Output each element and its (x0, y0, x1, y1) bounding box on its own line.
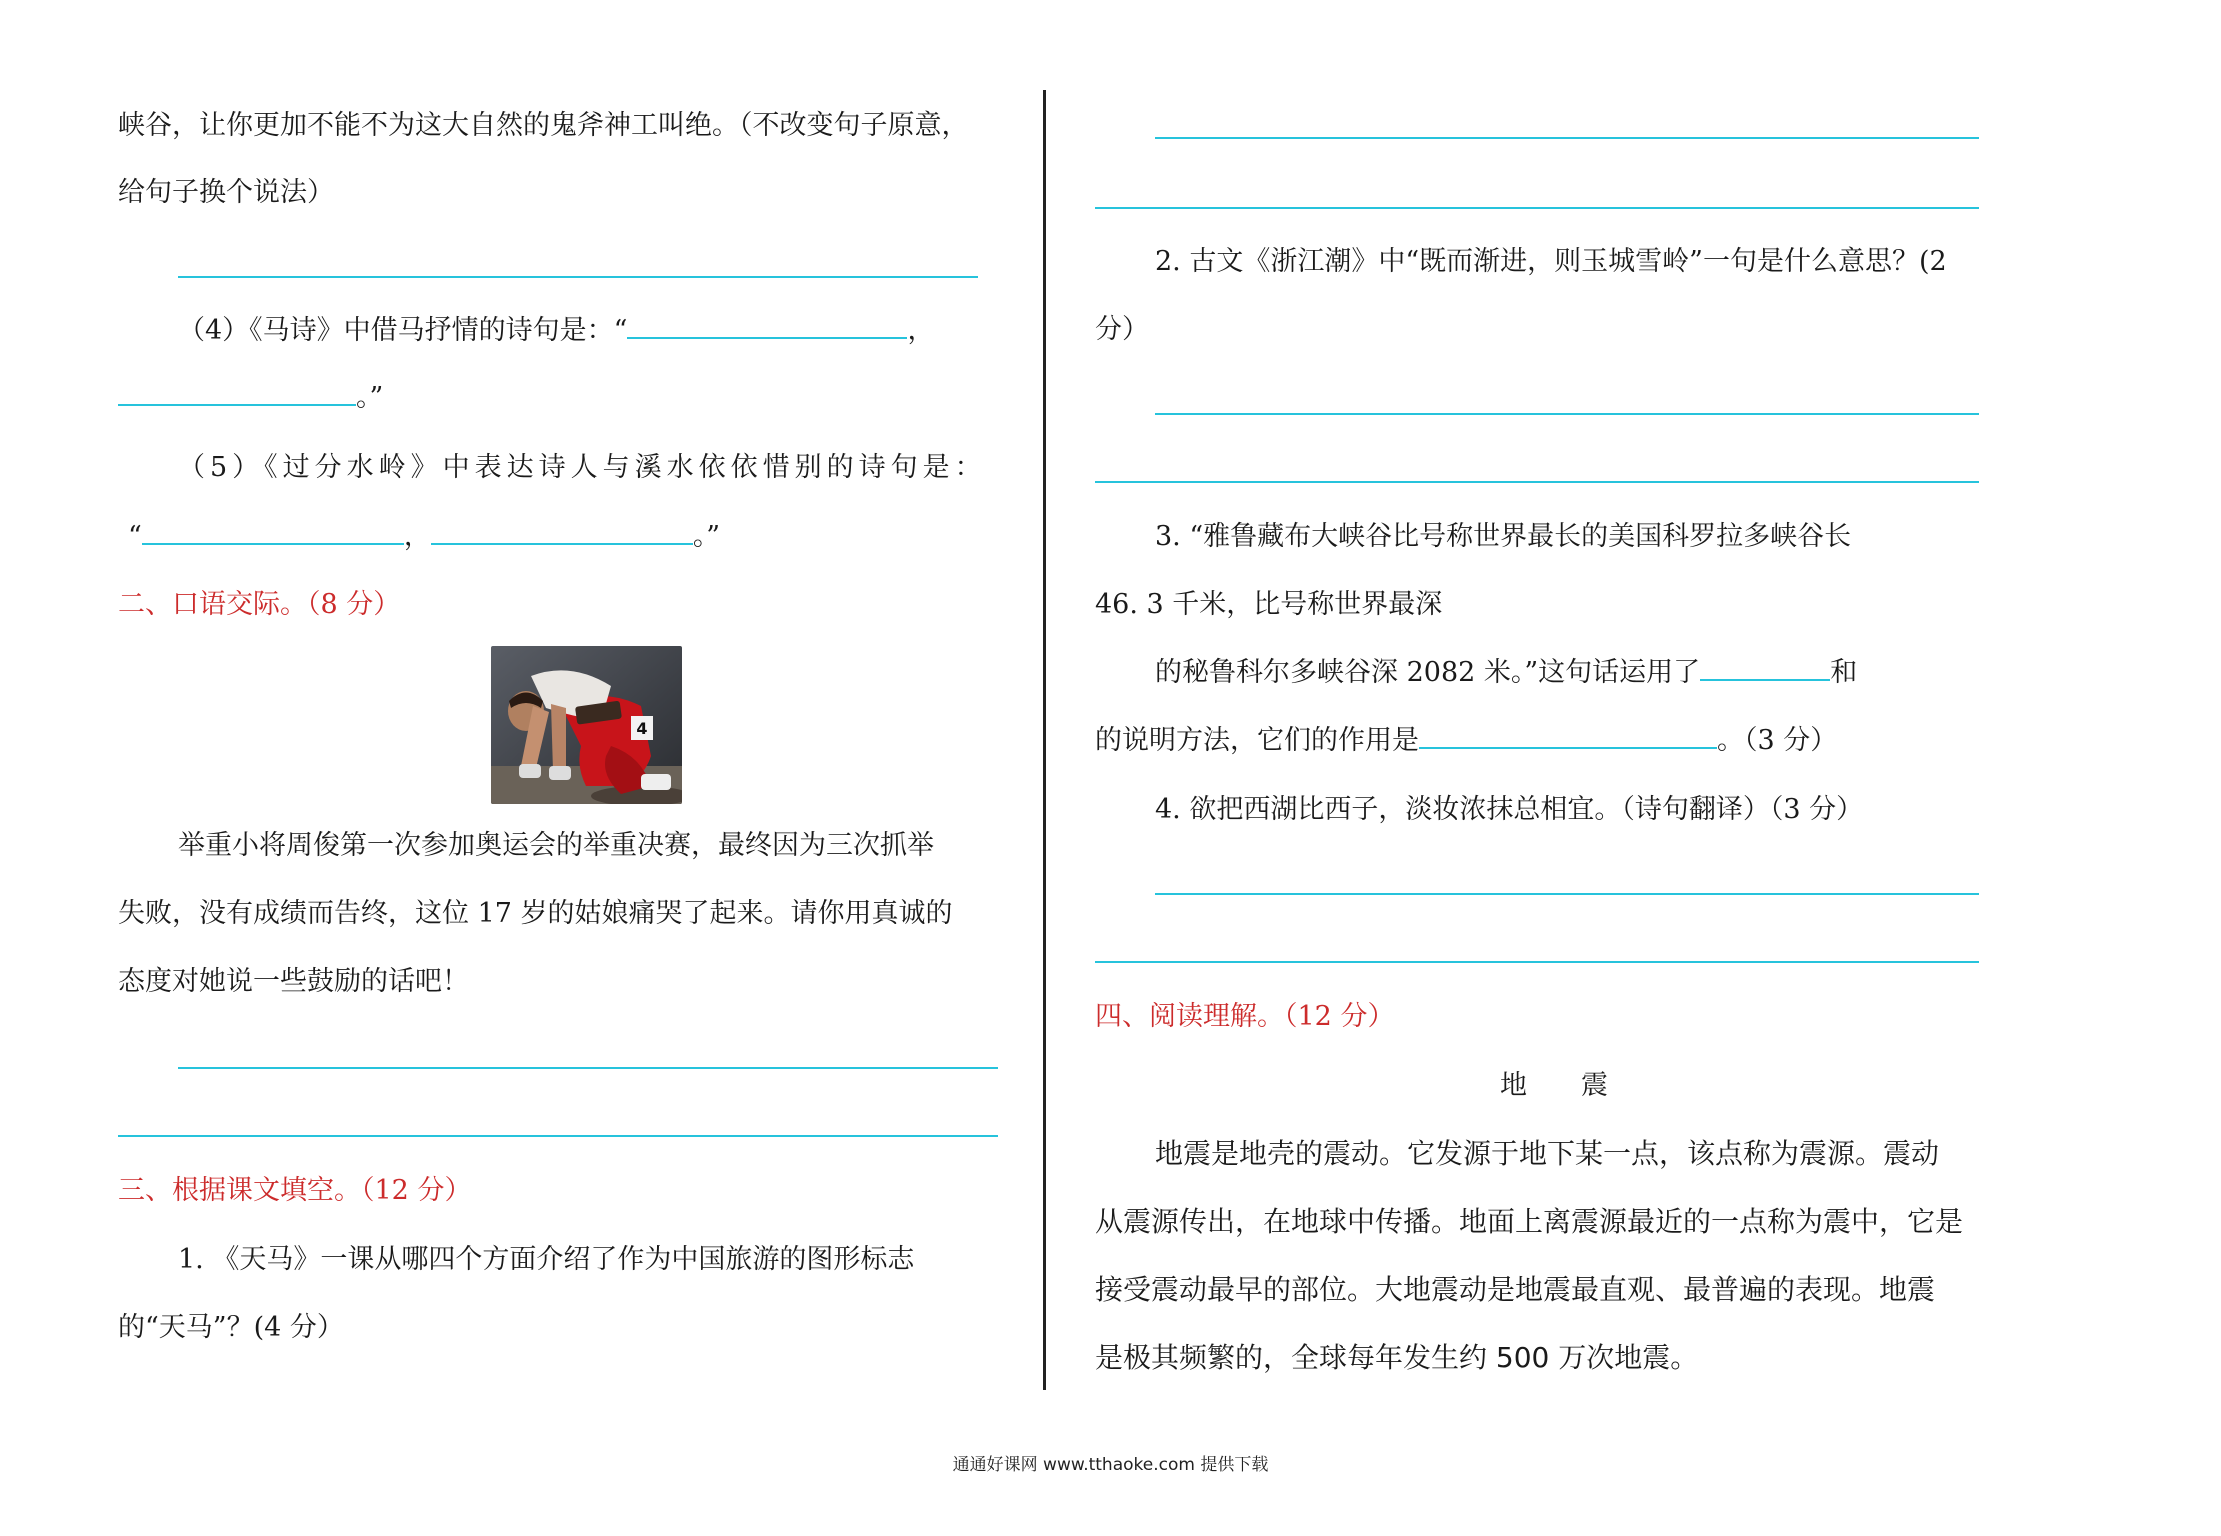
blank[interactable] (1419, 723, 1717, 749)
answer-line[interactable] (1155, 413, 1979, 415)
paragraph: 态度对她说一些鼓励的话吧！ (118, 966, 469, 997)
blank[interactable] (431, 519, 693, 545)
answer-line[interactable] (178, 1067, 998, 1069)
question-4-cont: 。” (118, 378, 383, 418)
answer-line[interactable] (118, 1135, 998, 1137)
answer-line[interactable] (1095, 207, 1979, 209)
answer-line[interactable] (1155, 137, 1979, 139)
weightlifter-photo (491, 646, 682, 804)
column-divider (1043, 90, 1046, 1390)
question-text: 2. 古文《浙江潮》中“既而渐进，则玉城雪岭”一句是什么意思？(2 (1155, 246, 1947, 277)
passage-text: 地震是地壳的震动。它发源于地下某一点，该点称为震源。震动 (1155, 1137, 1940, 1170)
section-title: 三、根据课文填空。（12 分） (118, 1175, 472, 1206)
question-4: （4）《马诗》中借马抒情的诗句是：“ ， (178, 315, 935, 346)
section-title: 二、口语交际。（8 分） (118, 589, 401, 620)
question-text: 的“天马”？(4 分） (118, 1312, 344, 1343)
passage-text: 是极其频繁的，全球每年发生约 500 万次地震。 (1095, 1341, 1699, 1374)
passage-text: 接受震动最早的部位。大地震动是地震最直观、最普遍的表现。地震 (1095, 1273, 1936, 1306)
answer-line[interactable] (178, 276, 978, 278)
question-text: 给句子换个说法） (118, 177, 334, 208)
passage-title: 地 震 (1500, 1070, 1608, 1101)
footer: 通通好课网 www.tthaoke.com 提供下载 (952, 1455, 1269, 1475)
question-5: （5）《过分水岭》中表达诗人与溪水依依惜别的诗句是： (178, 452, 987, 483)
blank[interactable] (1700, 655, 1830, 681)
answer-line[interactable] (1155, 893, 1979, 895)
paragraph: 举重小将周俊第一次参加奥运会的举重决赛，最终因为三次抓举 (178, 830, 934, 861)
paragraph: 失败，没有成绩而告终，这位 17 岁的姑娘痛哭了起来。请你用真诚的 (118, 898, 953, 929)
photo-number: 4 (636, 719, 648, 738)
question-text: 4. 欲把西湖比西子，淡妆浓抹总相宜。（诗句翻译）（3 分） (1155, 794, 1864, 825)
weightlifter-image (491, 646, 682, 804)
question-text: 的说明方法，它们的作用是 。（3 分） (1095, 725, 1838, 756)
question-5-cont: “ ， 。” (128, 521, 721, 552)
section-title: 四、阅读理解。（12 分） (1095, 1001, 1395, 1032)
question-text: 的秘鲁科尔多峡谷深 2082 米。”这句话运用了 和 (1155, 657, 1858, 688)
blank[interactable] (627, 313, 907, 339)
blank[interactable] (118, 380, 356, 406)
answer-line[interactable] (1095, 961, 1979, 963)
question-text: 46. 3 千米，比号称世界最深 (1095, 589, 1443, 620)
blank[interactable] (142, 519, 404, 545)
question-text: 峡谷，让你更加不能不为这大自然的鬼斧神工叫绝。（不改变句子原意， (118, 110, 969, 141)
question-text: 1. 《天马》一课从哪四个方面介绍了作为中国旅游的图形标志 (178, 1244, 915, 1275)
passage-text: 从震源传出，在地球中传播。地面上离震源最近的一点称为震中，它是 (1095, 1205, 1964, 1238)
answer-line[interactable] (1095, 481, 1979, 483)
question-text: 分） (1095, 314, 1149, 345)
question-text: 3. “雅鲁藏布大峡谷比号称世界最长的美国科罗拉多峡谷长 (1155, 521, 1852, 552)
